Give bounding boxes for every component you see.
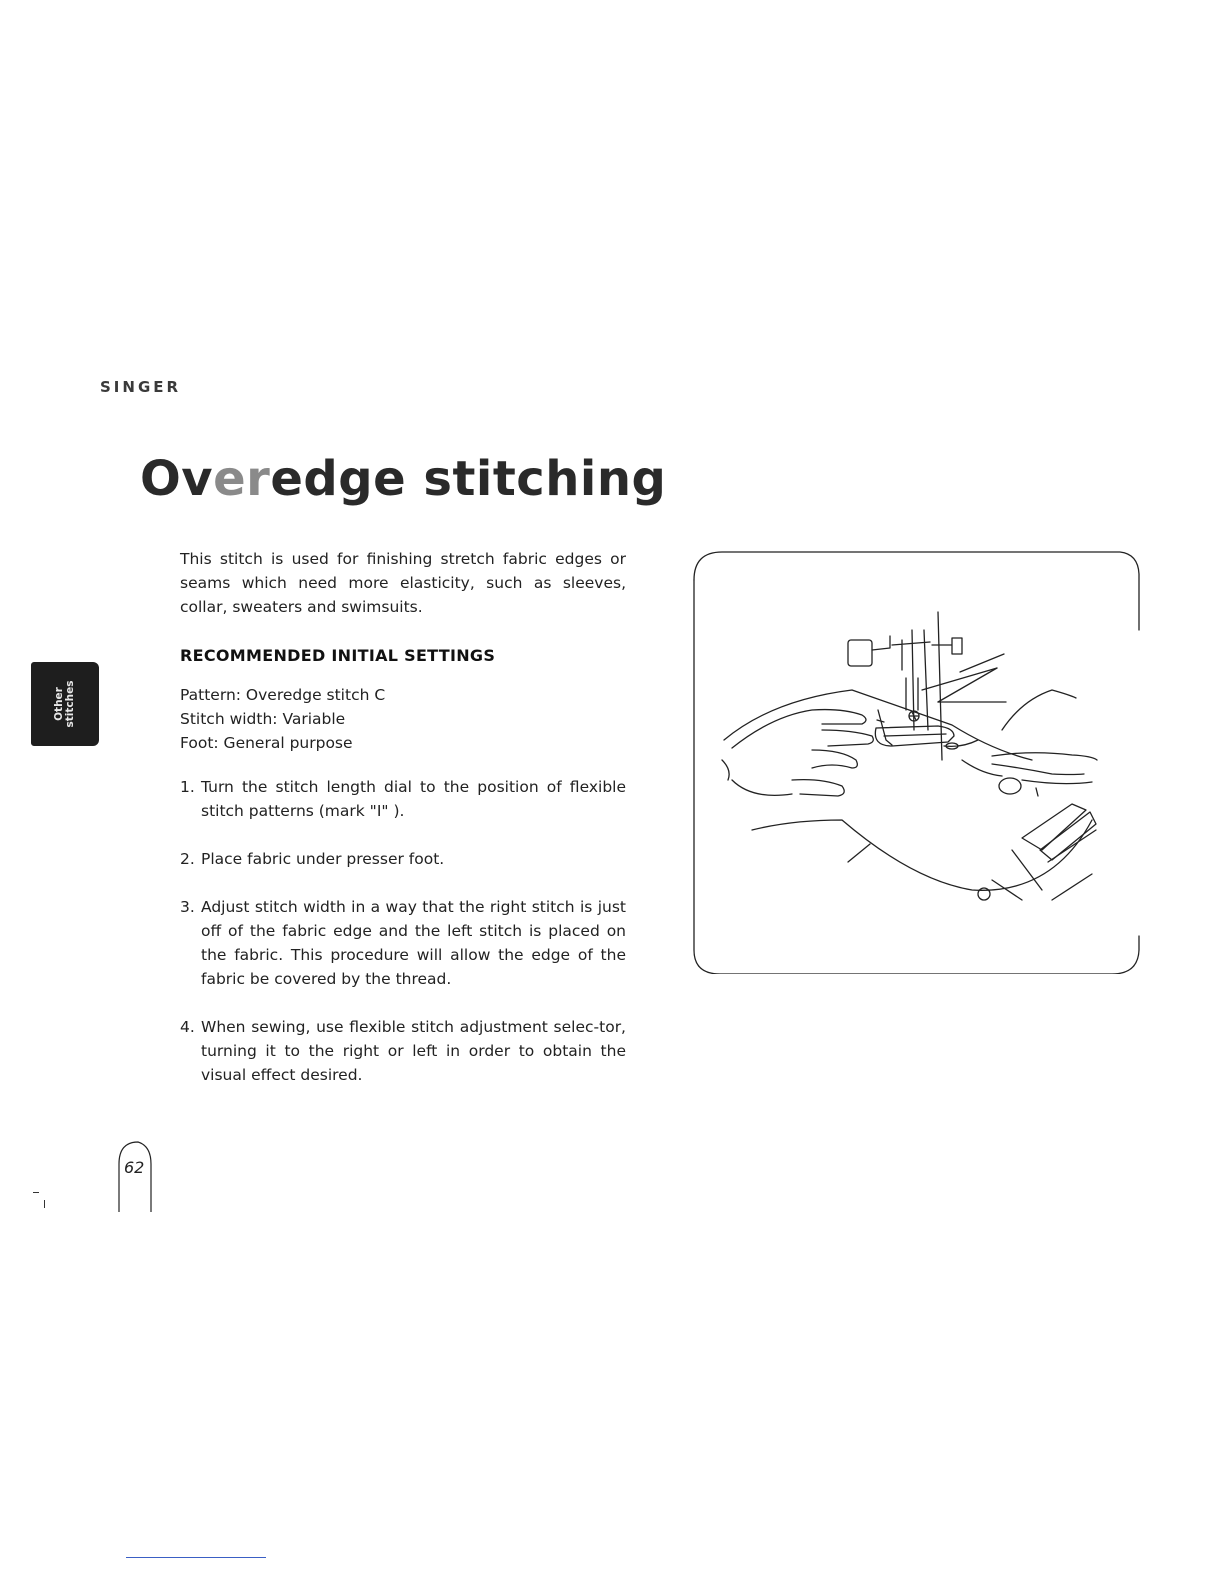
brand-logo: SINGER: [100, 378, 182, 396]
setting-width: Stitch width: Variable: [180, 710, 346, 728]
section-tab-label: [54, 681, 76, 728]
title-part-1: Ov: [140, 451, 214, 507]
settings-heading: RECOMMENDED INITIAL SETTINGS: [180, 646, 496, 665]
step-4: [180, 1015, 626, 1087]
page-number-tab: [118, 1140, 152, 1212]
crop-mark: [33, 1192, 39, 1193]
title-part-2: edge stitching: [270, 451, 667, 507]
page-number: 62: [124, 1158, 145, 1177]
step-number: 4.: [180, 1018, 195, 1036]
step-3: [180, 895, 626, 991]
title-part-faded: er: [213, 451, 271, 507]
step-text: Adjust stitch width in a way that the right stitch is just off of the fabric edge and the left stitch is placed on the fabric. This procedure will allow the edge of the fabric be covered by the thread.: [201, 898, 626, 988]
step-text: When sewing, use flexible stitch adjustment selec-tor, turning it to the right or left in order to obtain the visual effect desired.: [201, 1018, 626, 1084]
section-tab: [31, 662, 99, 746]
bottom-rule: [126, 1557, 266, 1558]
sewing-illustration: [692, 550, 1140, 974]
step-2: [180, 847, 626, 871]
step-number: 3.: [180, 898, 195, 916]
setting-pattern: Pattern: Overedge stitch C: [180, 686, 386, 704]
step-text: Turn the stitch length dial to the position of flexible stitch patterns (mark "I" ).: [201, 778, 626, 820]
step-text: Place fabric under presser foot.: [201, 850, 445, 868]
figure-frame: [694, 552, 1139, 630]
page-title: [140, 452, 666, 507]
step-1: [180, 775, 626, 823]
step-number: 1.: [180, 778, 195, 796]
section-tab-line-1: Other: [53, 687, 65, 721]
crop-mark: [44, 1200, 45, 1208]
intro-paragraph: This stitch is used for finishing stretch fabric edges or seams which need more elasticity, such as sleeves, collar, sweaters and swimsuits.: [180, 550, 626, 616]
section-tab-line-2: stitches: [64, 680, 76, 728]
settings-list: [180, 683, 626, 755]
setting-foot: Foot: General purpose: [180, 734, 353, 752]
step-number: 2.: [180, 850, 195, 868]
figure-frame-bottom: [694, 580, 1139, 974]
